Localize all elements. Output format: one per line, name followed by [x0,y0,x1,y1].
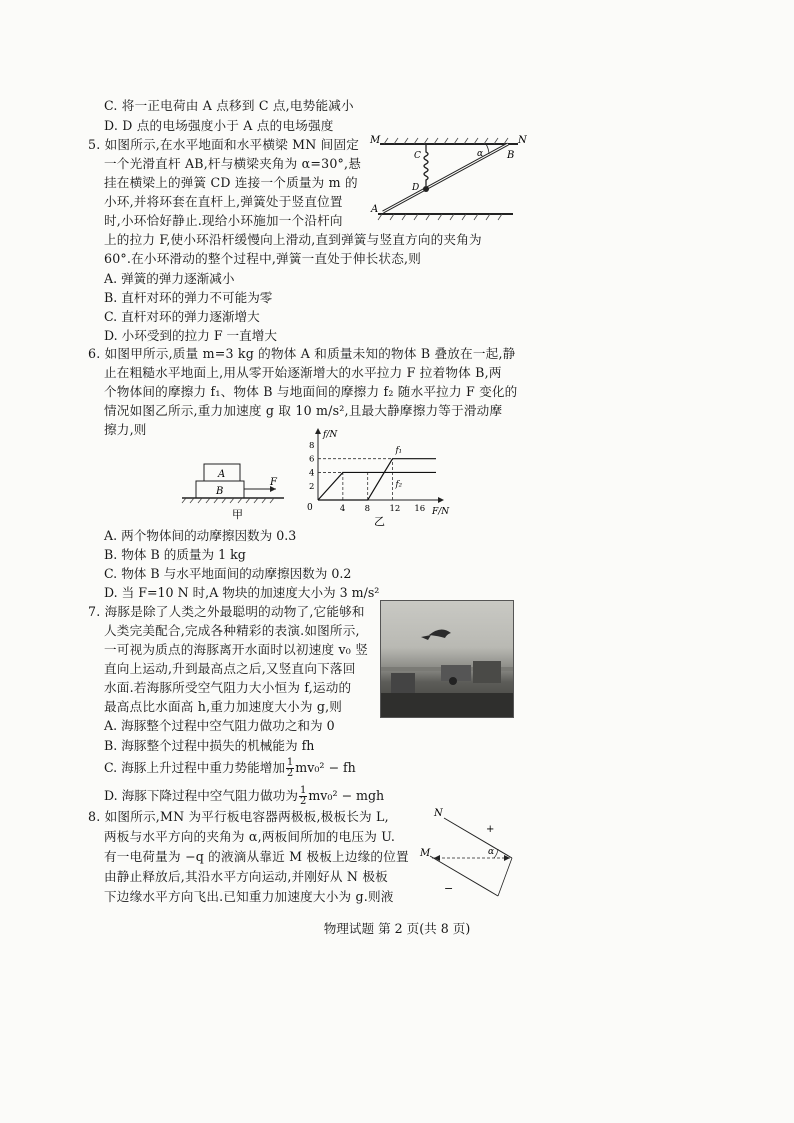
q7-option-a: A. 海豚整个过程中空气阻力做功之和为 0 [104,718,335,733]
series-f2-label: f₂ [395,479,403,490]
label-M: M [370,135,381,146]
q7-option-b: B. 海豚整个过程中损失的机械能为 fh [104,738,315,753]
y-tick-label: 8 [309,440,315,451]
q8-line-5: 下边缘水平方向飞出.已知重力加速度大小为 g.则液 [104,889,394,904]
label-D: D [412,183,420,193]
minus-sign: − [444,882,454,895]
label-N: N [518,135,527,146]
x-tick-label: 4 [339,504,346,514]
q6-block-figure [178,456,288,520]
q7-line-2: 人类完美配合,完成各种精彩的表演.如图所示, [104,623,360,638]
plate-N-label: N [434,808,443,819]
q6-line-1: 6. 如图甲所示,质量 m=3 kg 的物体 A 和质量未知的物体 B 叠放在一起,静 [88,346,516,361]
origin-label: 0 [307,503,313,513]
q6-friction-chart [296,430,450,528]
q7-option-c: C. 海豚上升过程中重力势能增加 $\frac{1}{2}$ mv₀² − fh [104,757,356,779]
q8-line-3: 有一电荷量为 −q 的液滴从靠近 M 极板上边缘的位置 [104,849,409,864]
y-axis-label: f/N [323,430,338,440]
series-f1-line [318,459,436,500]
q8-line-1: 8. 如图所示,MN 为平行板电容器两极板,极板长为 L, [88,809,389,824]
q6-line-5: 擦力,则 [104,422,147,437]
q5-line-6: 上的拉力 F,使小环沿杆缓慢向上滑动,直到弹簧与竖直方向的夹角为 [104,232,482,247]
y-axis-arrow [315,428,321,434]
q5-line-4: 小环,并将环套在直杆上,弹簧处于竖直位置 [104,194,343,209]
block-B-label: B [216,486,224,497]
q6-option-d: D. 当 F=10 N 时,A 物块的加速度大小为 3 m/s² [104,585,380,600]
q5-option-c: C. 直杆对环的弹力逐渐增大 [104,309,260,324]
q5-line-5: 时,小环恰好静止.现给小环施加一个沿杆向 [104,213,343,228]
q8-capacitor-figure [420,804,530,900]
q6-option-b: B. 物体 B 的质量为 1 kg [104,547,246,562]
option-c: C. 将一正电荷由 A 点移到 C 点,电势能减小 [104,98,354,113]
q6-line-2: 止在粗糙水平地面上,用从零开始逐渐增大的水平拉力 F 拉着物体 B,两 [104,365,502,380]
q5-rod-spring-figure [368,134,528,224]
label-B: B [507,150,515,161]
force-F-label: F [270,477,277,488]
q7-option-d: D. 海豚下降过程中空气阻力做功为 $\frac{1}{2}$ mv₀² − mgh [104,785,385,807]
label-A: A [371,204,379,215]
q5-option-a: A. 弹簧的弹力逐渐减小 [104,271,235,286]
plus-sign: + [486,824,495,835]
y-tick-label: 4 [309,468,315,479]
q6-option-a: A. 两个物体间的动摩擦因数为 0.3 [104,528,297,543]
x-axis-label: F/N [432,507,450,517]
q5-line-2: 一个光滑直杆 AB,杆与横梁夹角为 α=30°,悬 [104,156,362,171]
q5-option-d: D. 小环受到的拉力 F 一直增大 [104,328,277,343]
q7-line-1: 7. 海豚是除了人类之外最聪明的动物了,它能够和 [88,604,365,619]
q6-option-c: C. 物体 B 与水平地面间的动摩擦因数为 0.2 [104,566,352,581]
x-axis-arrow [438,497,444,503]
dolphin-photo [380,600,514,718]
fig-jia-caption: 甲 [232,508,243,521]
q7-line-5: 水面.若海豚所受空气阻力大小恒为 f,运动的 [104,680,352,695]
q5-line-1: 5. 如图所示,在水平地面和水平横梁 MN 间固定 [88,137,360,152]
q6-line-3: 个物体间的摩擦力 f₁、物体 B 与地面间的摩擦力 f₂ 随水平拉力 F 变化的 [104,384,518,399]
q8-line-4: 由静止释放后,其沿水平方向运动,并刚好从 N 极板 [104,869,388,884]
option-d: D. D 点的电场强度小于 A 点的电场强度 [104,118,334,133]
q7-line-6: 最高点比水面高 h,重力加速度大小为 g,则 [104,699,343,714]
q7-line-3: 一可视为质点的海豚离开水面时以初速度 v₀ 竖 [104,642,369,657]
label-alpha: α [477,149,484,159]
plate-M-label: M [420,848,431,859]
page-footer: 物理试题 第 2 页(共 8 页) [323,921,471,936]
y-tick-label: 6 [309,454,315,465]
q5-option-b: B. 直杆对环的弹力不可能为零 [104,290,273,305]
block-A-label: A [218,469,226,480]
q5-line-7: 60°.在小环滑动的整个过程中,弹簧一直处于伸长状态,则 [104,251,421,266]
q8-line-2: 两板与水平方向的夹角为 α,两板间所加的电压为 U. [104,829,396,844]
angle-alpha-label: α [488,847,495,857]
series-f2-line [318,472,436,500]
y-tick-label: 2 [309,482,315,493]
label-C: C [414,151,421,161]
x-tick-label: 8 [364,504,371,514]
q6-line-4: 情况如图乙所示,重力加速度 g 取 10 m/s²,且最大静摩擦力等于滑动摩 [104,403,503,418]
series-f1-label: f₁ [395,445,403,456]
q5-line-3: 挂在横梁上的弹簧 CD 连接一个质量为 m 的 [104,175,358,190]
x-tick-label: 12 [389,504,401,514]
q7-line-4: 直向上运动,升到最高点之后,又竖直向下落回 [104,661,356,676]
chart-caption: 乙 [374,515,385,528]
x-tick-label: 16 [414,504,426,514]
